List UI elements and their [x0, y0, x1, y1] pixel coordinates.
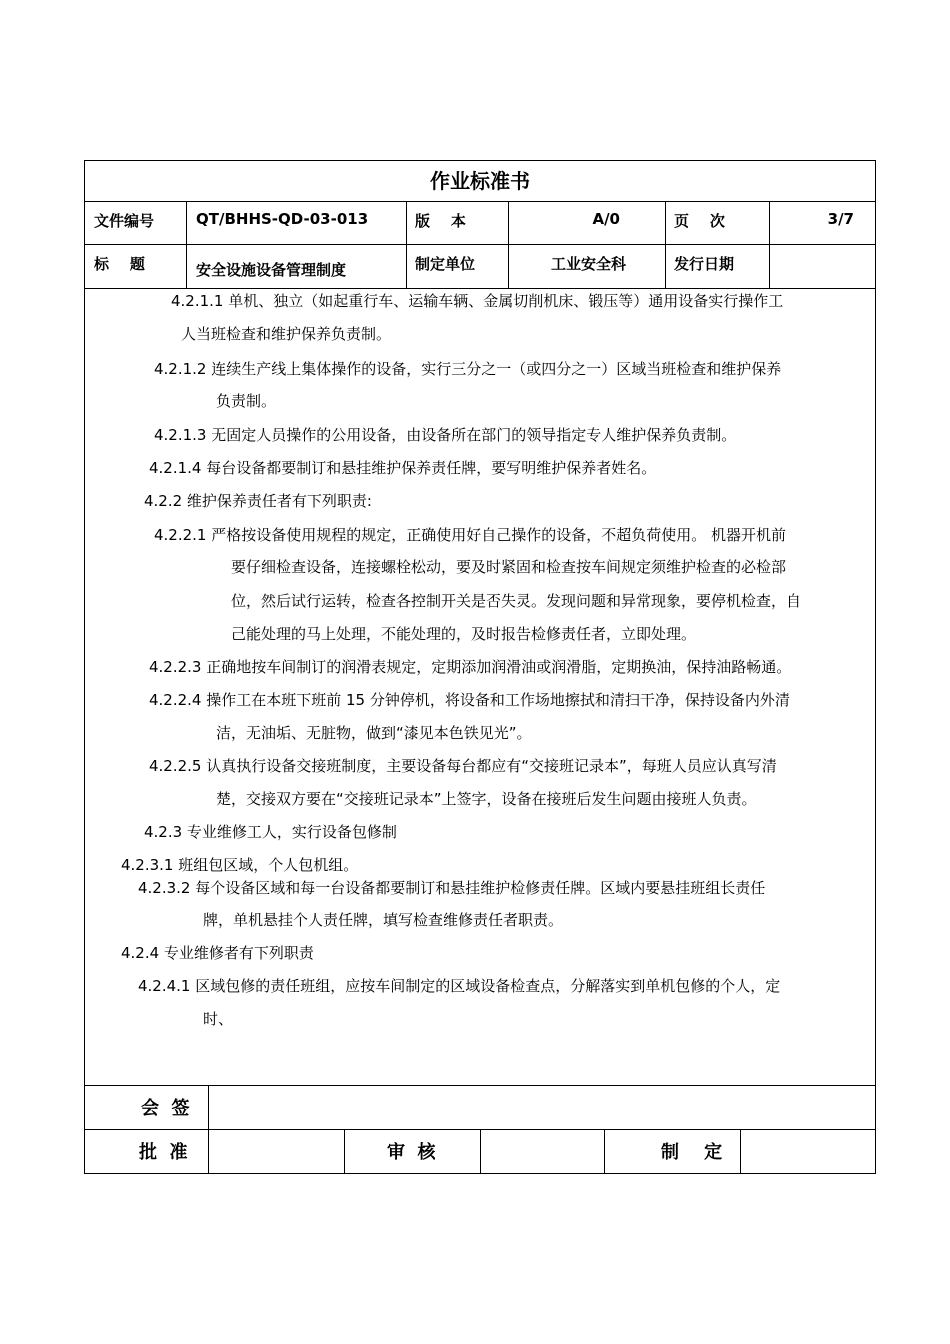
prepare-field[interactable] [741, 1130, 875, 1174]
review-label: 审 核 [387, 1142, 436, 1163]
version-label: 版 本 [415, 212, 466, 230]
body-section [85, 289, 875, 1086]
subject-label: 标 题 [94, 255, 145, 273]
version-value: A/0 [592, 210, 620, 228]
subject-row [85, 245, 875, 289]
countersign-field[interactable] [209, 1086, 875, 1129]
doc-no-value: QT/BHHS-QD-03-013 [196, 210, 369, 228]
body-line: 4.2.4 专业维修者有下列职责 [121, 944, 314, 962]
body-line: 牌，单机悬挂个人责任牌，填写检查维修责任者职责。 [203, 911, 564, 929]
body-line: 洁，无油垢、无脏物，做到“漆见本色铁见光”。 [216, 724, 532, 742]
body-line: 4.2.1.1 单机、独立（如起重行车、运输车辆、金属切削机床、锻压等）通用设备实行操作工 [171, 292, 784, 310]
body-line: 要仔细检查设备，连接螺栓松动，要及时紧固和检查按车间规定须维护检查的必检部 [231, 558, 787, 576]
body-line: 4.2.3 专业维修工人，实行设备包修制 [144, 823, 397, 841]
review-field[interactable] [481, 1130, 605, 1174]
body-line: 4.2.2 维护保养责任者有下列职责: [144, 492, 372, 510]
approve-label: 批 准 [139, 1142, 188, 1163]
approval-row [85, 1130, 875, 1174]
doc-no-label: 文件编号 [94, 212, 155, 230]
body-line: 负责制。 [216, 392, 277, 410]
body-line: 时、 [203, 1010, 234, 1028]
body-line: 4.2.1.2 连续生产线上集体操作的设备，实行三分之一（或四分之一）区域当班检查和维护保养 [154, 360, 782, 378]
body-line: 己能处理的马上处理，不能处理的，及时报告检修责任者，立即处理。 [231, 625, 697, 643]
countersign-row [85, 1086, 875, 1130]
body-line: 4.2.1.3 无固定人员操作的公用设备，由设备所在部门的领导指定专人维护保养负责制。 [154, 426, 737, 444]
body-line: 4.2.3.1 班组包区域，个人包机组。 [121, 856, 359, 874]
body-line: 楚，交接双方要在“交接班记录本”上签字，设备在接班后发生问题由接班人负责。 [216, 790, 757, 808]
subject-value: 安全设施设备管理制度 [196, 261, 347, 279]
unit-value: 工业安全科 [551, 255, 627, 273]
unit-label: 制定单位 [415, 255, 476, 273]
body-line: 4.2.1.4 每台设备都要制订和悬挂维护保养责任牌，要写明维护保养者姓名。 [149, 459, 657, 477]
title-row [85, 161, 875, 202]
body-line: 4.2.4.1 区域包修的责任班组，应按车间制定的区域设备检查点，分解落实到单机包修的个人，定 [138, 977, 781, 995]
body-line: 人当班检查和维护保养负责制。 [181, 325, 392, 343]
body-line: 4.2.3.2 每个设备区域和每一台设备都要制订和悬挂维护检修责任牌。区域内要悬挂班组长责任 [138, 879, 766, 897]
document-frame [84, 160, 876, 1174]
body-line: 4.2.2.1 严格按设备使用规程的规定，正确使用好自己操作的设备，不超负荷使用。 机器开机前 [154, 526, 787, 544]
page-value: 3/7 [827, 210, 854, 228]
document-title: 作业标准书 [430, 169, 530, 193]
countersign-label: 会 签 [141, 1098, 190, 1119]
page-label: 页 次 [674, 212, 725, 230]
approve-field[interactable] [209, 1130, 345, 1174]
doc-info-row [85, 202, 875, 245]
body-line: 位，然后试行运转，检查各控制开关是否失灵。发现问题和异常现象，要停机检查，自 [231, 592, 802, 610]
body-line: 4.2.2.3 正确地按车间制订的润滑表规定，定期添加润滑油或润滑脂，定期换油，保持油路畅通。 [149, 658, 792, 676]
prepare-label: 制 定 [661, 1142, 723, 1163]
body-line: 4.2.2.4 操作工在本班下班前 15 分钟停机，将设备和工作场地擦拭和清扫干净，保持设备内外清 [149, 691, 790, 709]
body-line: 4.2.2.5 认真执行设备交接班制度，主要设备每台都应有“交接班记录本”，每班人员应认真写清 [149, 757, 777, 775]
date-label: 发行日期 [674, 255, 735, 273]
